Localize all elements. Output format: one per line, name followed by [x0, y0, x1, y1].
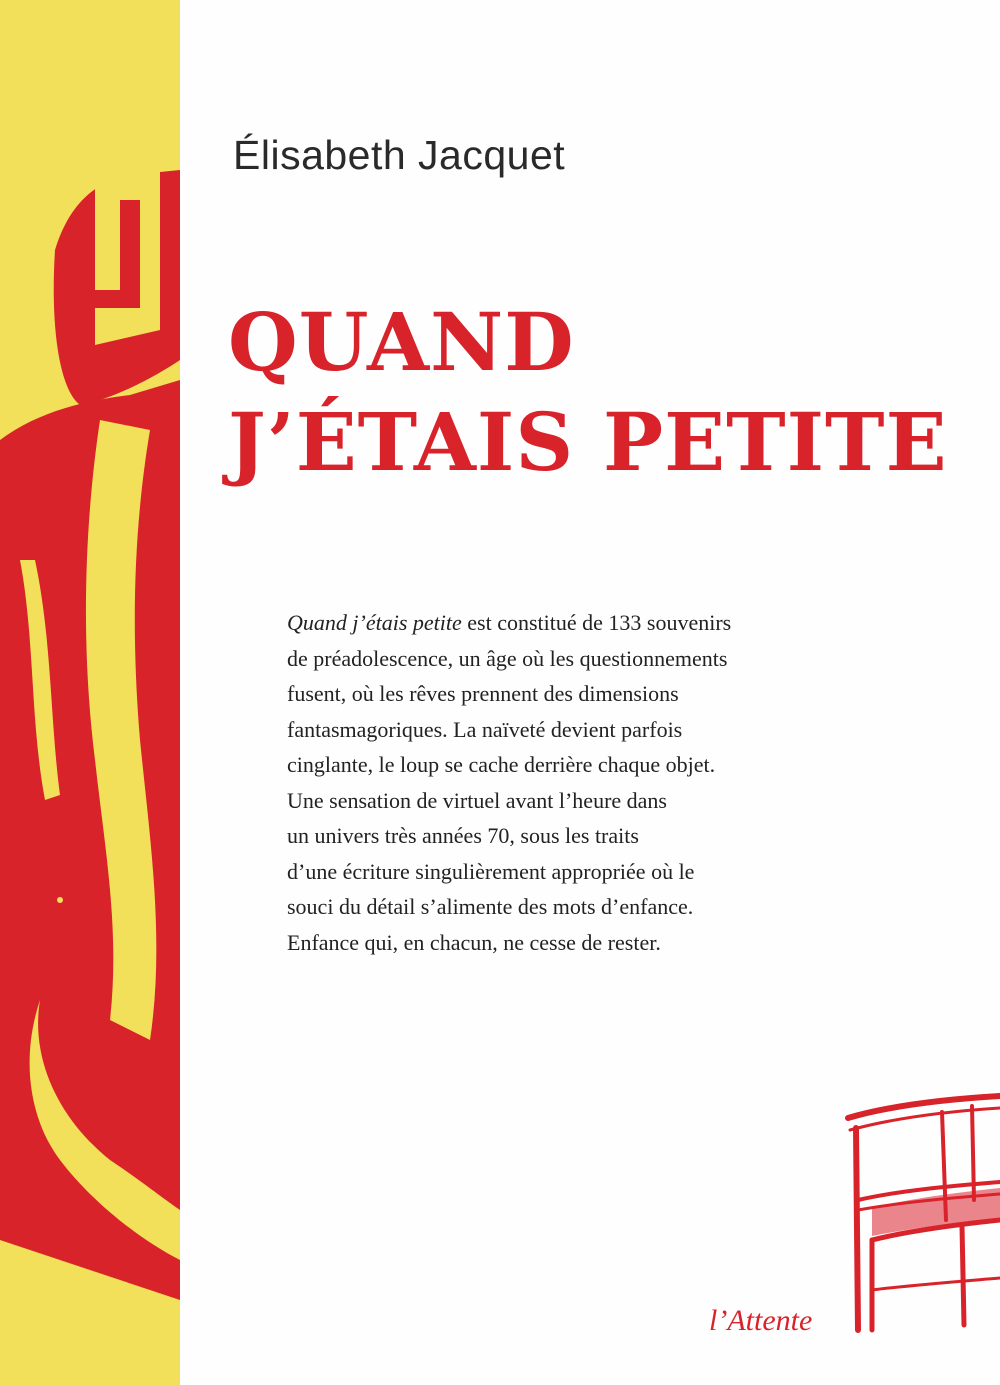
blurb-line-1-text: est constitué de 133 souvenirs: [461, 610, 732, 635]
title-line-2: J’ÉTAIS PETITE: [228, 395, 948, 489]
blurb-line-2: de préadolescence, un âge où les questionnements: [287, 645, 728, 671]
blurb-line-4: fantasmagoriques. La naïveté devient parfois: [287, 716, 683, 742]
blurb-line-8: d’une écriture singulièrement appropriée où le: [287, 858, 695, 884]
blurb-line-5: cinglante, le loup se cache derrière chaque objet.: [287, 752, 716, 777]
spine-illustration: [0, 0, 180, 1385]
back-cover-blurb: [287, 605, 867, 960]
publisher-name: l’Attente: [709, 1304, 813, 1337]
blurb-line-7: un univers très années 70, sous les traits: [287, 823, 639, 848]
blurb-line-1: [287, 605, 867, 641]
chair-illustration: [842, 1090, 1000, 1340]
title-line-1: QUAND: [228, 295, 575, 389]
chair-icon: [842, 1090, 1000, 1340]
blurb-italic-title: Quand j’étais petite: [287, 610, 462, 635]
book-title: [228, 292, 968, 492]
blurb-line-3: fusent, où les rêves prennent des dimensions: [287, 681, 679, 706]
blurb-line-6: Une sensation de virtuel avant l’heure dans: [287, 787, 667, 813]
figure-illustration-icon: [0, 0, 180, 1385]
author-name: Élisabeth Jacquet: [233, 132, 566, 178]
blurb-line-10: Enfance qui, en chacun, ne cesse de rester.: [287, 929, 661, 955]
blurb-line-9: souci du détail s’alimente des mots d’enfance.: [287, 894, 694, 919]
